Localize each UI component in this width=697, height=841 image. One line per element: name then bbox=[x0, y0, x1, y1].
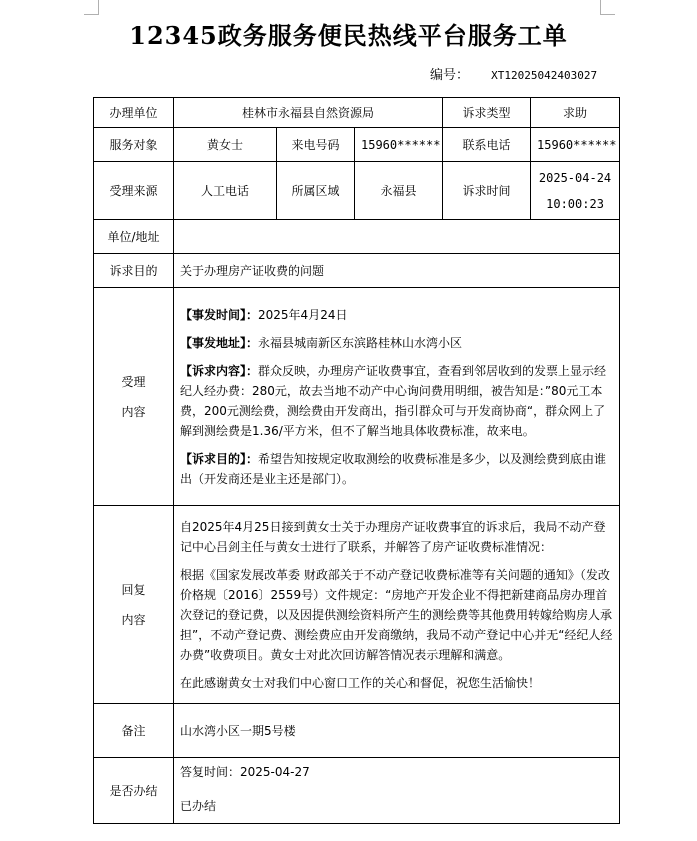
row-service-target bbox=[94, 128, 620, 162]
page-corner-mark-left bbox=[84, 0, 99, 15]
accept-purpose-tag: 【诉求目的】： bbox=[180, 451, 259, 466]
reply-label-line1: 回复 bbox=[121, 582, 146, 597]
accept-time-paragraph bbox=[180, 305, 613, 325]
accept-label-line2: 内容 bbox=[121, 404, 146, 419]
row-done bbox=[94, 758, 620, 824]
unit-address-value bbox=[174, 220, 620, 254]
done-status: 已办结 bbox=[180, 799, 217, 813]
document-title: 12345政务服务便民热线平台服务工单 bbox=[129, 21, 568, 50]
accept-time-text: 2025年4月24日 bbox=[258, 307, 348, 322]
accept-address-paragraph bbox=[180, 333, 613, 353]
reply-content-value bbox=[174, 506, 620, 704]
accept-address-tag: 【事发地址】： bbox=[180, 335, 259, 350]
accept-content-text: 群众反映，办理房产证收费事宜，查看到邻居收到的发票上显示经纪人经办费：280元，故去当地不动产中心询问费用明细，被告知是：”80元工本费，200元测绘费，测绘费由开发商出，指引群众可与开发商协商“，群众网上了解到测绘费是1.36/平方米，但不了解当地具体收费标准，故来电。 bbox=[180, 363, 607, 438]
region-value: 永福县 bbox=[355, 162, 443, 220]
row-unit-address bbox=[94, 220, 620, 254]
accept-content-tag: 【诉求内容】： bbox=[180, 363, 259, 378]
caller-phone-label: 来电号码 bbox=[277, 128, 355, 162]
remark-value: 山水湾小区一期5号楼 bbox=[174, 704, 620, 758]
done-label: 是否办结 bbox=[94, 758, 174, 824]
request-time-label: 诉求时间 bbox=[443, 162, 531, 220]
reply-content-label bbox=[94, 506, 174, 704]
purpose-value: 关于办理房产证收费的问题 bbox=[174, 254, 620, 288]
source-label: 受理来源 bbox=[94, 162, 174, 220]
service-target-value: 黄女士 bbox=[174, 128, 277, 162]
region-label: 所属区域 bbox=[277, 162, 355, 220]
source-value: 人工电话 bbox=[174, 162, 277, 220]
work-order-number-label: 编号： bbox=[430, 68, 470, 83]
unit-value: 桂林市永福县自然资源局 bbox=[174, 98, 443, 128]
accept-content-value bbox=[174, 288, 620, 506]
remark-label: 备注 bbox=[94, 704, 174, 758]
page-corner-mark-right bbox=[600, 0, 615, 15]
reply-paragraph-3: 在此感谢黄女士对我们中心窗口工作的关心和督促，祝您生活愉快！ bbox=[180, 675, 541, 690]
accept-content-paragraph bbox=[180, 361, 613, 441]
done-value bbox=[174, 758, 620, 824]
row-unit bbox=[94, 98, 620, 128]
accept-purpose-paragraph bbox=[180, 449, 613, 489]
row-accept-content bbox=[94, 288, 620, 506]
work-order-number bbox=[430, 64, 597, 83]
answer-time: 答复时间：2025-04-27 bbox=[180, 765, 310, 779]
request-clock: 10:00:23 bbox=[546, 196, 604, 211]
reply-label-line2: 内容 bbox=[121, 612, 146, 627]
accept-address-text: 永福县城南新区东滨路桂林山水湾小区 bbox=[258, 335, 463, 350]
caller-phone-value: 15960****** bbox=[355, 128, 443, 162]
unit-address-label: 单位/地址 bbox=[94, 220, 174, 254]
request-date: 2025-04-24 bbox=[538, 170, 612, 185]
request-type-value: 求助 bbox=[531, 98, 620, 128]
work-order-table bbox=[93, 97, 620, 824]
contact-phone-label: 联系电话 bbox=[443, 128, 531, 162]
purpose-label: 诉求目的 bbox=[94, 254, 174, 288]
accept-purpose-text: 希望告知按规定收取测绘的收费标准是多少，以及测绘费到底由谁出（开发商还是业主还是部门）。 bbox=[180, 451, 607, 486]
service-target-label: 服务对象 bbox=[94, 128, 174, 162]
accept-time-tag: 【事发时间】： bbox=[180, 307, 259, 322]
reply-paragraph-2: 根据《国家发展改革委 财政部关于不动产登记收费标准等有关问题的通知》（发改价格规〔2016〕2559号）文件规定：“房地产开发企业不得把新建商品房办理首次登记的登记费，以及因提供测绘资料所产生的测绘费等其他费用转嫁给购房人承担”，不动产登记费、测绘费应由开发商缴纳，我局不动产登记中心并无“经纪人经办费”收费项目。黄女士对此次回访解答情况表示理解和满意。 bbox=[180, 567, 613, 662]
row-reply-content bbox=[94, 506, 620, 704]
accept-content-label bbox=[94, 288, 174, 506]
contact-phone-value: 15960****** bbox=[531, 128, 620, 162]
request-type-label: 诉求类型 bbox=[443, 98, 531, 128]
request-time-value bbox=[531, 162, 620, 220]
accept-label-line1: 受理 bbox=[121, 374, 146, 389]
row-purpose bbox=[94, 254, 620, 288]
work-order-number-value: XT12025042403027 bbox=[491, 69, 598, 82]
row-source bbox=[94, 162, 620, 220]
row-remark bbox=[94, 704, 620, 758]
unit-label: 办理单位 bbox=[94, 98, 174, 128]
reply-paragraph-1: 自2025年4月25日接到黄女士关于办理房产证收费事宜的诉求后，我局不动产登记中心吕剑主任与黄女士进行了联系，并解答了房产证收费标准情况： bbox=[180, 519, 606, 554]
